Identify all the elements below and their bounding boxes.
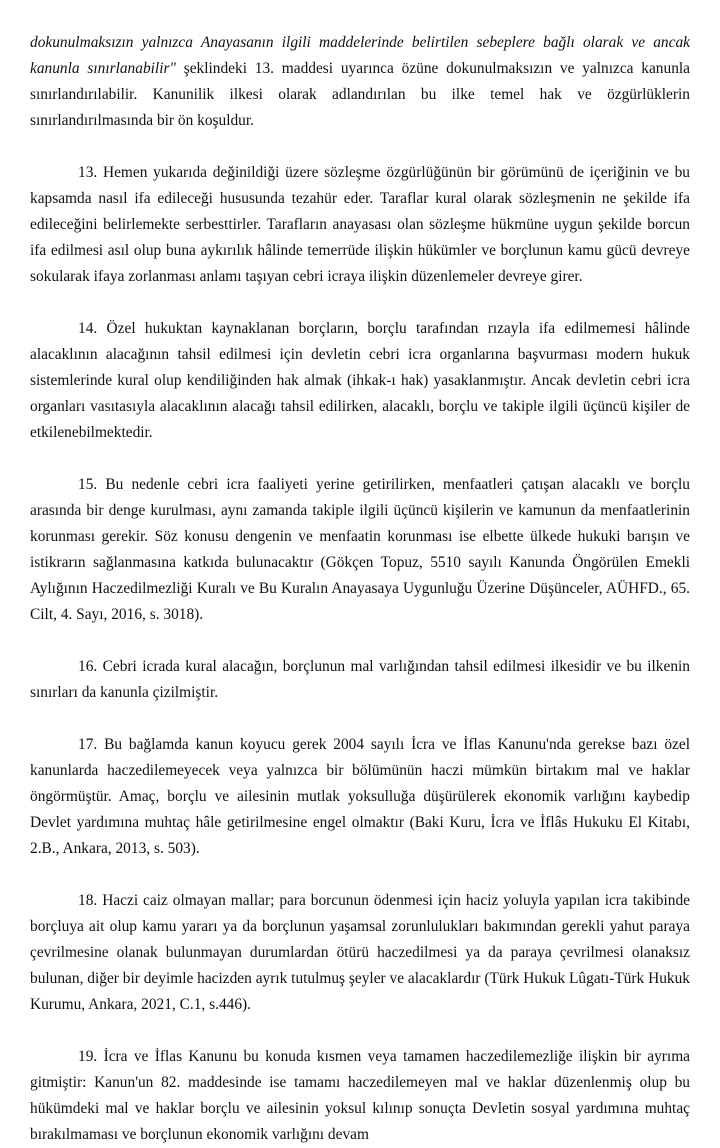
paragraph-19 <box>30 1044 690 1148</box>
paragraph-text: 19. İcra ve İflas Kanunu bu konuda kısmen veya tamamen haczedilemezliğe ilişkin bir ayrıma gitmiştir: Kanun'un 82. maddesinde ise tamamı haczedilemeyen mal ve haklar düzenlenmiş olup bu hükümdeki mal ve haklar borçlu ve ailesinin yoksul kılınıp sonuçta Devletin sosyal yardımına muhtaç bırakılmaması ve borçlunun ekonomik varlığını devam <box>30 1048 690 1143</box>
italic-quote: dokunulmaksızın yalnızca Anayasanın ilgili maddelerinde belirtilen sebeplere bağlı olarak ve ancak kanunla sınırlanabilir" <box>30 34 690 77</box>
paragraph-15 <box>30 472 690 628</box>
paragraph-continuation <box>30 30 690 134</box>
paragraph-text: 18. Haczi caiz olmayan mallar; para borcunun ödenmesi için haciz yoluyla yapılan icra takibinde borçluya ait olup kamu yararı ya da borçlunun yaşamsal zorunlulukları bakımından gerekli yahut paraya çevrilmesine olanak bulunmayan durumlardan ötürü haczedilmesi ya da paraya çevrilmesi olanaksız bulunan, diğer bir deyimle hacizden ayrık tutulmuş şeyler ve alacaklardır (Türk Hukuk Lûgatı-Türk Hukuk Kurumu, Ankara, 2021, C.1, s.446). <box>30 892 690 1013</box>
paragraph-18 <box>30 888 690 1018</box>
document-page <box>30 30 690 1148</box>
paragraph-text: 17. Bu bağlamda kanun koyucu gerek 2004 sayılı İcra ve İflas Kanunu'nda gerekse bazı özel kanunlarda haczedilemeyecek veya yalnızca bir bölümünün haczi mümkün birtakım mal ve haklar öngörmüştür. Amaç, borçlu ve ailesinin mutlak yoksulluğa düşürülerek ekonomik varlığını kaybedip Devlet yardımına muhtaç hâle getirilmesine engel olmaktır (Baki Kuru, İcra ve İflâs Hukuku El Kitabı, 2.B., Ankara, 2013, s. 503). <box>30 736 690 857</box>
paragraph-text: şeklindeki 13. maddesi uyarınca özüne dokunulmaksızın ve yalnızca kanunla sınırlandırılabilir. Kanunilik ilkesi olarak adlandırılan bu ilke temel hak ve özgürlüklerin sınırlandırılmasında bir ön koşuldur. <box>30 60 690 129</box>
paragraph-14 <box>30 316 690 446</box>
paragraph-text: 14. Özel hukuktan kaynaklanan borçların, borçlu tarafından rızayla ifa edilmemesi hâlinde alacaklının alacağının tahsil edilmesi için devletin cebri icra organlarına başvurması modern hukuk sistemlerinde kural olup kendiliğinden hak almak (ihkak-ı hak) yasaklanmıştır. Ancak devletin cebri icra organları vasıtasıyla alacaklının alacağı tahsil edilirken, alacaklı, borçlu ve takiple ilgili üçüncü kişiler de etkilenebilmektedir. <box>30 320 690 441</box>
paragraph-text: 13. Hemen yukarıda değinildiği üzere sözleşme özgürlüğünün bir görümünü de içeriğinin ve bu kapsamda nasıl ifa edileceği hususunda tezahür eder. Taraflar kural olarak sözleşmenin ne şekilde ifa edileceğini belirlemekte serbesttirler. Tarafların anayasası olan sözleşme hükmüne uygun şekilde borcun ifa edilmesi asıl olup buna aykırılık hâlinde temerrüde ilişkin hükümler ve borçlunun kamu gücü devreye sokularak ifaya zorlanması anlamı taşıyan cebri icraya ilişkin düzenlemeler devreye girer. <box>30 164 690 285</box>
paragraph-text: 15. Bu nedenle cebri icra faaliyeti yerine getirilirken, menfaatleri çatışan alacaklı ve borçlu arasında bir denge kurulması, aynı zamanda takiple ilgili üçüncü kişilerin ve kamunun da menfaatlerinin korunması gerekir. Söz konusu dengenin ve menfaatin korunması ise elbette ülkede hukuki barışın ve istikrarın sağlanmasına katkıda bulunacaktır (Gökçen Topuz, 5510 sayılı Kanunda Öngörülen Emekli Aylığının Haczedilmezliği Kuralı ve Bu Kuralın Anayasaya Uygunluğu Üzerine Düşünceler, AÜHFD., 65. Cilt, 4. Sayı, 2016, s. 3018). <box>30 476 690 623</box>
paragraph-13 <box>30 160 690 290</box>
paragraph-16 <box>30 654 690 706</box>
paragraph-17 <box>30 732 690 862</box>
paragraph-text: 16. Cebri icrada kural alacağın, borçlunun mal varlığından tahsil edilmesi ilkesidir ve bu ilkenin sınırları da kanunla çizilmiştir. <box>30 658 690 701</box>
